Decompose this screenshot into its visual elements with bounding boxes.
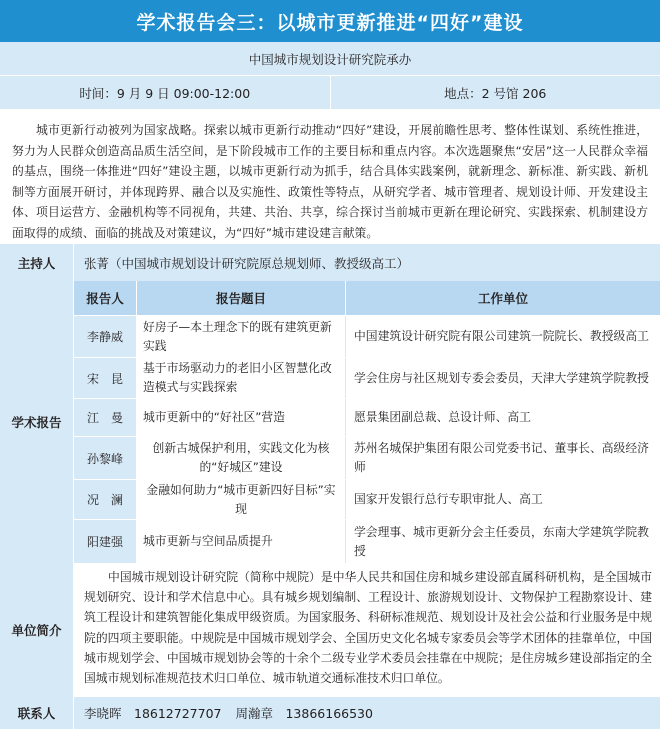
report-topic: 好房子—本土理念下的既有建筑更新实践 [137, 316, 346, 357]
header-unit: 工作单位 [346, 281, 660, 315]
reports-table [74, 281, 660, 563]
table-row [74, 398, 660, 436]
header-speaker: 报告人 [74, 281, 137, 315]
location-info: 地点：2 号馆 206 [330, 76, 660, 109]
table-row [74, 357, 660, 398]
speaker-name: 江 曼 [74, 399, 137, 436]
speaker-unit: 学会理事、城市更新分会主任委员，东南大学建筑学院教授 [346, 520, 660, 563]
report-topic: 创新古城保护利用，实践文化为核的“好城区”建设 [137, 437, 346, 479]
speaker-name: 宋 昆 [74, 358, 137, 398]
page-title: 学术报告会三：以城市更新推进“四好”建设 [0, 0, 660, 42]
contact-values [74, 697, 660, 729]
report-topic: 城市更新中的“好社区”营造 [137, 399, 346, 436]
speaker-name: 阳建强 [74, 520, 137, 563]
contact-person-2: 周瀚章 13866166530 [235, 706, 373, 721]
table-row [74, 315, 660, 357]
contact-label: 联系人 [0, 697, 74, 729]
speaker-name: 况 澜 [74, 480, 137, 519]
host-row [0, 244, 660, 281]
host-label: 主持人 [0, 244, 74, 281]
host-value: 张菁（中国城市规划设计研究院原总规划师、教授级高工） [74, 244, 660, 281]
header-topic: 报告题目 [137, 281, 346, 315]
speaker-unit: 学会住房与社区规划专委会委员，天津大学建筑学院教授 [346, 358, 660, 398]
table-row [74, 436, 660, 479]
contact-row [0, 697, 660, 729]
table-row [74, 519, 660, 563]
speaker-unit: 愿景集团副总裁、总设计师、高工 [346, 399, 660, 436]
speaker-name: 李静威 [74, 316, 137, 357]
table-row [74, 479, 660, 519]
table-header [74, 281, 660, 315]
intro-paragraph: 城市更新行动被列为国家战略。探索以城市更新行动推动“四好”建设，开展前瞻性思考、整体性谋划、系统性推进，努力为人民群众创造高品质生活空间，是下阶段城市工作的主要目标和重点内容。本次选题聚焦“安居”这一人民群众幸福的基点，围绕一体推进“四好”建设主题，以城市更新行动为抓手，结合具体实践案例，就新理念、新标准、新实践、新机制等方面展开研讨，并体现跨界、融合以及实施性、政策性等特点，从研究学者、城市管理者、规划设计师、开发建设主体、项目运营方、金融机构等不同视角，共建、共治、共享，综合探讨当前城市更新在理论研究、实践探索、机制建设方面取得的成绩、面临的挑战及对策建议，为“四好”城市建设建言献策。 [0, 110, 660, 244]
contact-person-1: 李晓晖 18612727707 [84, 706, 222, 721]
speaker-unit: 中国建筑设计研究院有限公司建筑一院院长、教授级高工 [346, 316, 660, 357]
unit-intro-text: 中国城市规划设计研究院（简称中规院）是中华人民共和国住房和城乡建设部直属科研机构，是全国城市规划研究、设计和学术信息中心。具有城乡规划编制、工程设计、旅游规划设计、文物保护工程勘察设计、建筑工程设计和建筑智能化集成甲级资质。为国家服务、科研标准规范、规划设计及社会公益和行业服务是中规院的四项主要职能。中规院是中国城市规划学会、全国历史文化名城专家委员会等学术团体的挂靠单位，中国城市规划学会、中国城市规划协会等的十余个二级专业学术委员会挂靠在中规院；是住房城乡建设部指定的全国城市规划标准规范技术归口单位、城市轨道交通标准技术归口单位。 [74, 563, 660, 697]
speaker-unit: 苏州名城保护集团有限公司党委书记、董事长、高级经济师 [346, 437, 660, 479]
report-topic: 城市更新与空间品质提升 [137, 520, 346, 563]
info-row [0, 76, 660, 109]
reports-section [0, 281, 660, 563]
time-info: 时间：9 月 9 日 09:00-12:00 [79, 85, 251, 101]
organizer: 中国城市规划设计研究院承办 [0, 42, 660, 76]
report-topic: 金融如何助力“城市更新四好目标”实现 [137, 480, 346, 519]
unit-intro-label: 单位简介 [0, 563, 74, 697]
report-topic: 基于市场驱动力的老旧小区智慧化改造模式与实践探索 [137, 358, 346, 398]
reports-label: 学术报告 [0, 281, 74, 563]
speaker-unit: 国家开发银行总行专职审批人、高工 [346, 480, 660, 519]
speaker-name: 孙黎峰 [74, 437, 137, 479]
unit-intro-section [0, 563, 660, 697]
